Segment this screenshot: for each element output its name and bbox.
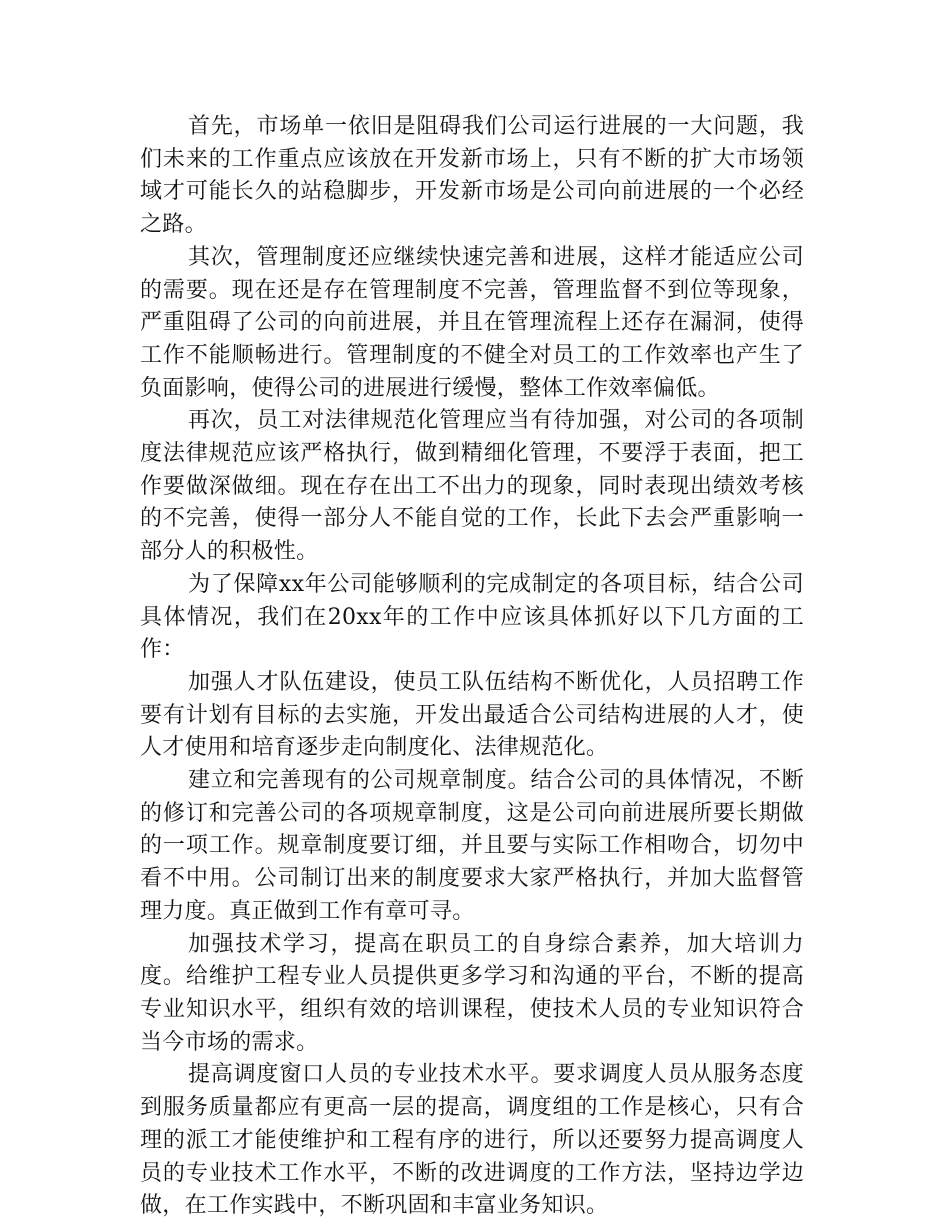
paragraph-talent-team: 加强人才队伍建设，使员工队伍结构不断优化，人员招聘工作要有计划有目标的去实施，开发出最适合公司结构进展的人才，使人才使用和培育逐步走向制度化、法律规范化。 [140,669,804,761]
paragraph-annual-goals: 为了保障xx年公司能够顺利的完成制定的各项目标，结合公司具体情况，我们在20xx年的工作中应该具体抓好以下几方面的工作： [140,571,804,663]
paragraph-legal-standardization: 再次，员工对法律规范化管理应当有待加强，对公司的各项制度法律规范应该严格执行，做到精细化管理，不要浮于表面，把工作要做深做细。现在存在出工不出力的现象，同时表现出绩效考核的不完善，使得一部分人不能自觉的工作，长此下去会严重影响一部分人的积极性。 [140,408,804,565]
paragraph-technical-learning: 加强技术学习，提高在职员工的自身综合素养，加大培训力度。给维护工程专业人员提供更多学习和沟通的平台，不断的提高专业知识水平，组织有效的培训课程，使技术人员的专业知识符合当今市场的需求。 [140,931,804,1055]
paragraph-market: 首先，市场单一依旧是阻碍我们公司运行进展的一大问题，我们未来的工作重点应该放在开发新市场上，只有不断的扩大市场领域才可能长久的站稳脚步，开发新市场是公司向前进展的一个必经之路。 [140,114,804,238]
paragraph-management-system: 其次，管理制度还应继续快速完善和进展，这样才能适应公司的需要。现在还是存在管理制度不完善，管理监督不到位等现象，严重阻碍了公司的向前进展，并且在管理流程上还存在漏洞，使得工作不能顺畅进行。管理制度的不健全对员工的工作效率也产生了负面影响，使得公司的进展进行缓慢，整体工作效率偏低。 [140,244,804,401]
paragraph-rules-regulations: 建立和完善现有的公司规章制度。结合公司的具体情况，不断的修订和完善公司的各项规章制度，这是公司向前进展所要长期做的一项工作。规章制度要订细，并且要与实际工作相吻合，切勿中看不中用。公司制订出来的制度要求大家严格执行，并加大监督管理力度。真正做到工作有章可寻。 [140,768,804,924]
document-body [140,111,804,1223]
paragraph-dispatch-staff: 提高调度窗口人员的专业技术水平。要求调度人员从服务态度到服务质量都应有更高一层的提高，调度组的工作是核心，只有合理的派工才能使维护和工程有序的进行，所以还要努力提高调度人员的专业技术工作水平，不断的改进调度的工作方法，坚持边学边做，在工作实践中，不断巩固和丰富业务知识。 [140,1062,804,1219]
